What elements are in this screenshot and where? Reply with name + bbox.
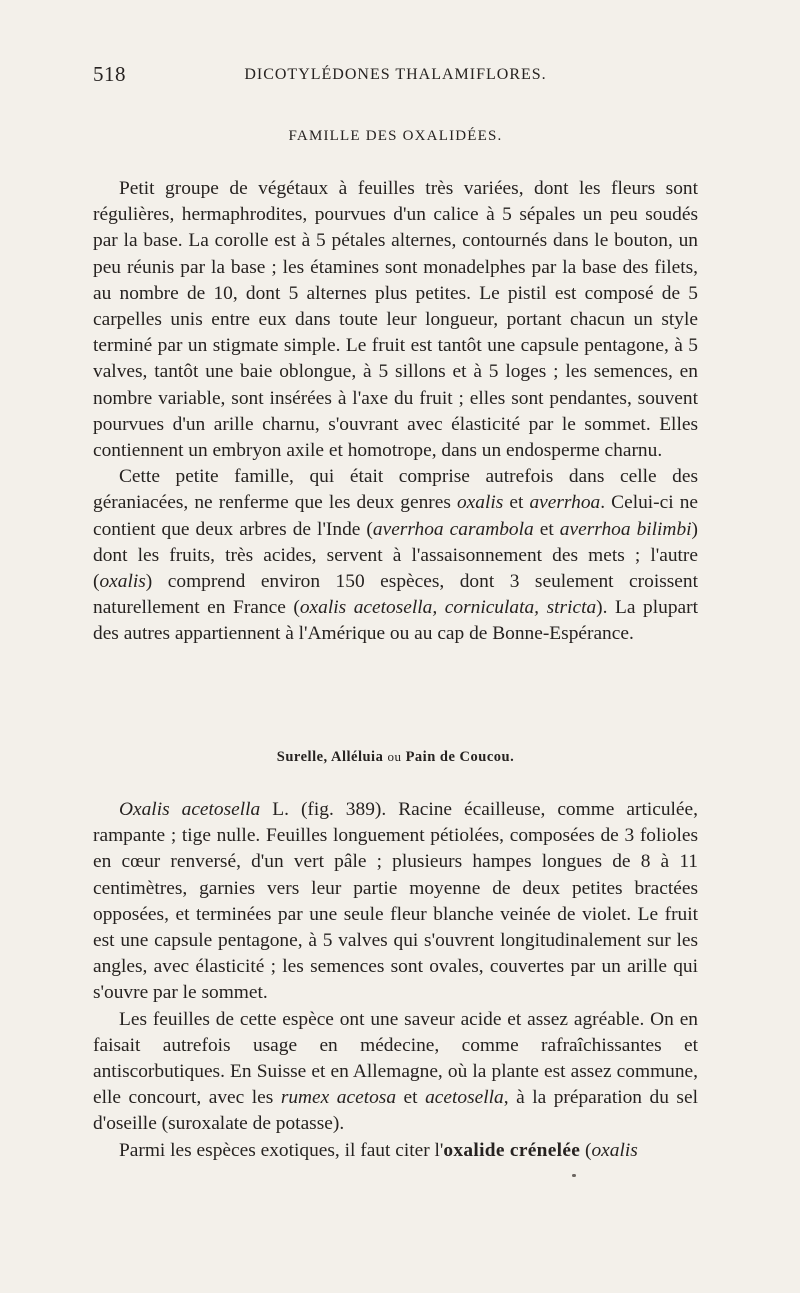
- paragraph: Cette petite famille, qui était comprise autrefois dans celle des géraniacées, ne renferme que les deux genres oxalis et averrhoa. Celui-ci ne contient que deux arbres de l'Inde (averrhoa carambola et averrhoa bilimbi) dont les fruits, très acides, servent à l'assaisonnement des mets ; l'autre (oxalis) comprend environ 150 espèces, dont 3 seulement croissent naturellement en France (oxalis acetosella, corniculata, stricta). La plupart des autres appartiennent à l'Amérique ou au cap de Bonne-Espérance.: [93, 466, 698, 645]
- genus-name: oxalis: [591, 1139, 638, 1161]
- family-description: [93, 176, 698, 648]
- species-name: rumex acetosa: [280, 1087, 397, 1109]
- paragraph: Oxalis acetosella L. (fig. 389). Racine écailleuse, comme articulée, rampante ; tige nulle. Feuilles longuement pétiolées, composées de 3 folioles en cœur renversé, d'un vert pâle ; plusieurs hampes longues de 8 à 11 centimètres, garnies vers leur partie moyenne de deux petites bractées opposées, et terminées par une seule fleur blanche veinée de violet. Le fruit est une capsule pentagone, à 5 valves qui s'ouvrent longitudinalement sur les angles, avec élasticité ; les semences sont ovales, couvertes par un arille qui s'ouvre par le sommet.: [93, 799, 698, 1004]
- running-title: DICOTYLÉDONES THALAMIFLORES.: [244, 66, 547, 83]
- paragraph: Les feuilles de cette espèce ont une saveur acide et assez agréable. On en faisait autrefois usage en médecine, comme rafraîchissantes et antiscorbutiques. En Suisse et en Allemagne, où la plante est assez commune, elle concourt, avec les rumex acetosa et acetosella, à la préparation du sel d'oseille (suroxalate de potasse).: [93, 1008, 698, 1135]
- species-name: oxalis acetosella, corniculata, stricta: [299, 597, 597, 619]
- species-name: Oxalis acetosella: [119, 799, 261, 820]
- species-description: [93, 797, 698, 1164]
- genus-name: oxalis: [456, 492, 504, 514]
- section-heading: Surelle, Alléluia ou Pain de Coucou.: [276, 749, 515, 765]
- genus-name: averrhoa: [529, 492, 601, 514]
- common-name: oxalide crénelée: [443, 1139, 581, 1161]
- species-name: acetosella: [425, 1087, 504, 1109]
- genus-name: oxalis: [99, 571, 146, 593]
- paragraph: Parmi les espèces exotiques, il faut citer l'oxalide crénelée (oxalis: [119, 1139, 638, 1161]
- species-name: averrhoa carambola: [372, 518, 534, 540]
- species-name: averrhoa bilimbi: [559, 518, 692, 540]
- ink-speck: [572, 1174, 576, 1177]
- paragraph: Petit groupe de végétaux à feuilles très variées, dont les fleurs sont régulières, hermaphrodites, pourvues d'un calice à 5 sépales un peu soudés par la base. La corolle est à 5 pétales alternes, contournés dans le bouton, un peu réunis par la base ; les étamines sont monadelphes par la base des filets, au nombre de 10, dont 5 alternes plus petites. Le pistil est composé de 5 carpelles unis entre eux dans toute leur longueur, portant chacun un style terminé par un stigmate simple. Le fruit est tantôt une capsule pentagone, à 5 valves, tantôt une baie oblongue, à 5 sillons et à 5 loges ; les semences, en nombre variable, sont insérées à l'axe du fruit ; elles sont pendantes, souvent pourvues d'un arille charnu, s'ouvrant avec élasticité par le sommet. Elles contiennent un embryon axile et homotrope, dans un endosperme charnu.: [93, 178, 698, 462]
- running-head: [93, 62, 698, 88]
- family-heading: FAMILLE DES OXALIDÉES.: [288, 128, 503, 144]
- page-number: 518: [93, 62, 126, 86]
